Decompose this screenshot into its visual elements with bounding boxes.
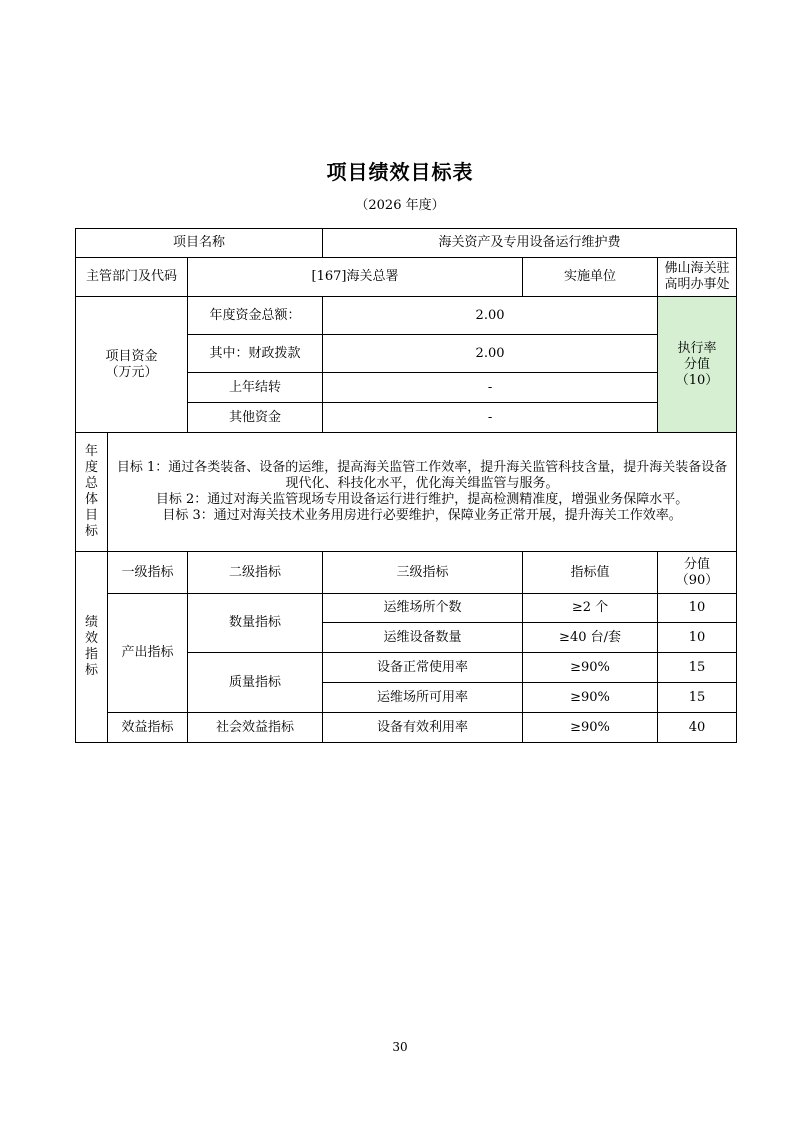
indicators-label: 绩 效 指 标 — [76, 552, 108, 743]
indicator-name: 设备有效利用率 — [323, 713, 523, 743]
goals-row — [76, 433, 737, 552]
social-benefit-indicator-label: 社会效益指标 — [188, 713, 323, 743]
department-row — [76, 258, 737, 297]
header-level3: 三级指标 — [323, 552, 523, 594]
funds-total-row — [76, 297, 737, 335]
indicator-value: ≥90% — [523, 683, 658, 713]
project-name-label: 项目名称 — [76, 229, 323, 258]
indicator-name: 运维场所个数 — [323, 594, 523, 623]
funds-label: 项目资金 （万元） — [76, 297, 188, 433]
project-name-value: 海关资产及专用设备运行维护费 — [323, 229, 737, 258]
indicator-value: ≥90% — [523, 713, 658, 743]
implementing-unit-value: 佛山海关驻高明办事处 — [658, 258, 737, 297]
indicator-score: 15 — [658, 683, 737, 713]
header-score: 分值 （90） — [658, 552, 737, 594]
indicator-name: 运维场所可用率 — [323, 683, 523, 713]
quantity-indicator-label: 数量指标 — [188, 594, 323, 653]
header-level2: 二级指标 — [188, 552, 323, 594]
goals-text: 目标 1：通过各类装备、设备的运维，提高海关监管工作效率，提升海关监管科技含量，提升海关装备设备现代化、科技化水平，优化海关缉监管与服务。 目标 2：通过对海关监管现场专用设备运行进行维护，提高检测精准度，增强业务保障水平。 目标 3：通过对海关技术业务用房进行必要维护，保障业务正常开展，提升海关工作效率。 — [108, 433, 737, 552]
funds-fiscal-label: 其中：财政拨款 — [188, 335, 323, 373]
indicator-score: 40 — [658, 713, 737, 743]
header-level1: 一级指标 — [108, 552, 188, 594]
page-subtitle: （2026 年度） — [355, 198, 445, 213]
page-number: 30 — [392, 1040, 408, 1054]
indicator-score: 10 — [658, 594, 737, 623]
table-row — [76, 713, 737, 743]
goals-label: 年 度 总 体 目 标 — [76, 433, 108, 552]
implementing-unit-label: 实施单位 — [523, 258, 658, 297]
indicator-score: 10 — [658, 623, 737, 653]
header-value: 指标值 — [523, 552, 658, 594]
indicator-header-row — [76, 552, 737, 594]
output-indicator-label: 产出指标 — [108, 594, 188, 713]
funds-fiscal-value: 2.00 — [323, 335, 658, 373]
execution-rate-score: 执行率 分值 （10） — [658, 297, 737, 433]
funds-other-label: 其他资金 — [188, 403, 323, 433]
funds-other-value: - — [323, 403, 658, 433]
funds-total-label: 年度资金总额： — [188, 297, 323, 335]
indicator-value: ≥90% — [523, 653, 658, 683]
page-title: 项目绩效目标表 — [326, 160, 474, 184]
indicator-name: 设备正常使用率 — [323, 653, 523, 683]
quality-indicator-label: 质量指标 — [188, 653, 323, 713]
indicator-score: 15 — [658, 653, 737, 683]
indicator-name: 运维设备数量 — [323, 623, 523, 653]
project-name-row — [76, 229, 737, 258]
table-row — [76, 594, 737, 623]
department-label: 主管部门及代码 — [76, 258, 188, 297]
performance-table — [75, 228, 737, 743]
funds-total-value: 2.00 — [323, 297, 658, 335]
funds-carryover-value: - — [323, 373, 658, 403]
department-value: [167]海关总署 — [188, 258, 523, 297]
indicator-value: ≥40 台/套 — [523, 623, 658, 653]
benefit-indicator-label: 效益指标 — [108, 713, 188, 743]
funds-carryover-label: 上年结转 — [188, 373, 323, 403]
indicator-value: ≥2 个 — [523, 594, 658, 623]
